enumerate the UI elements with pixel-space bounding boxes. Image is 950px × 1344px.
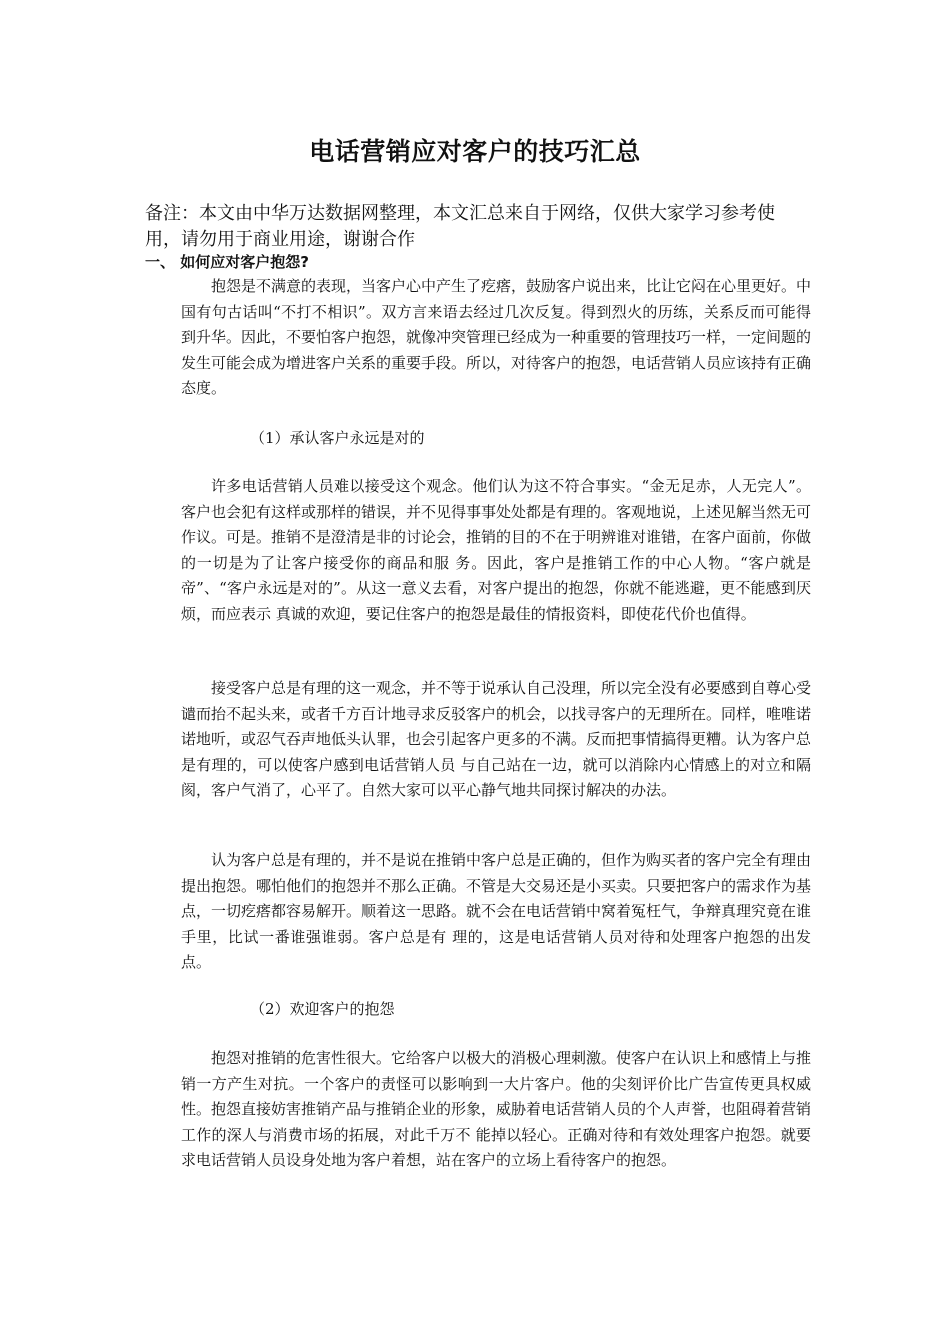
body-paragraph: 接受客户总是有理的这一观念，并不等于说承认自己没理，所以完全没有必要感到自尊心受谴而抬不起头来，或者千方百计地寻求反驳客户的机会，以找寻客户的无理所在。同样，唯唯诺诺地听，或忍气吞声地低头认罪，也会引起客户更多的不满。反而把事情搞得更糟。认为客户总是有理的，可以使客户感到电话营销人员 与自己站在一边，就可以消除内心情感上的对立和隔阂，客户气消了，心平了。自然大家可以平心静气地共同探讨解决的办法。 [181, 679, 812, 800]
body-paragraph: 抱怨对推销的危害性很大。它给客户以极大的消极心理刺激。使客户在认识上和感情上与推销一方产生对抗。一个客户的责怪可以影响到一大片客户。他的尖刻评价比广告宣传更具权威性。抱怨直接妨害推销产品与推销企业的形象，威胁着电话营销人员的个人声誉，也阻碍着营销工作的深人与消费市场的拓展，对此千万不 能掉以轻心。正确对待和有效处理客户抱怨。就要求电话营销人员设身处地为客户着想，站在客户的立场上看待客户的抱怨。 [181, 1049, 812, 1170]
document-title: 电话营销应对客户的技巧汇总 [309, 137, 641, 166]
body-paragraph: 许多电话营销人员难以接受这个观念。他们认为这不符合事实。“金无足赤，人无完人”。客户也会犯有这样或那样的错误，并不见得事事处处都是有理的。客观地说，上述见解当然无可作议。可是。推销不是澄清是非的讨论会，推销的目的不在于明辨谁对谁错，在客户面前，你做的一切是为了让客户接受你的商品和服 务。因此，客户是推销工作的中心人物。“客户就是帝”、“客户永远是对的”。从这一意义去看，对客户提出的抱怨，你就不能逃避，更不能感到厌烦，而应表示 真诚的欢迎，要记住客户的抱怨是最佳的情报资料，即使花代价也值得。 [181, 477, 812, 623]
subsection-heading-1: （1）承认客户永远是对的 [250, 429, 425, 447]
subsection-heading-2: （2）欢迎客户的抱怨 [250, 1000, 395, 1018]
body-paragraph: 认为客户总是有理的，并不是说在推销中客户总是正确的，但作为购买者的客户完全有理由提出抱怨。哪怕他们的抱怨并不那么正确。不管是大交易还是小买卖。只要把客户的需求作为基点，一切疙瘩都容易解开。顺着这一思路。就不会在电话营销中窝着冤枉气，争辩真理究竟在谁手里，比试一番谁强谁弱。客户总是有 理的，这是电话营销人员对待和处理客户抱怨的出发点。 [181, 851, 812, 972]
disclaimer-note: 备注：本文由中华万达数据网整理，本文汇总来自于网络，仅供大家学习参考使用，请勿用于商业用途，谢谢合作 [145, 203, 775, 250]
intro-paragraph: 抱怨是不满意的表现，当客户心中产生了疙瘩，鼓励客户说出来，比让它闷在心里更好。中国有句古话叫“不打不相识”。双方言来语去经过几次反复。得到烈火的历练，关系反而可能得到升华。因此，不要怕客户抱怨，就像冲突管理已经成为一种重要的管理技巧一样，一定间题的发生可能会成为增进客户关系的重要手段。所以，对待客户的抱怨，电话营销人员应该持有正确态度。 [181, 277, 812, 398]
section-heading: 一、 如何应对客户抱怨? [145, 253, 309, 271]
